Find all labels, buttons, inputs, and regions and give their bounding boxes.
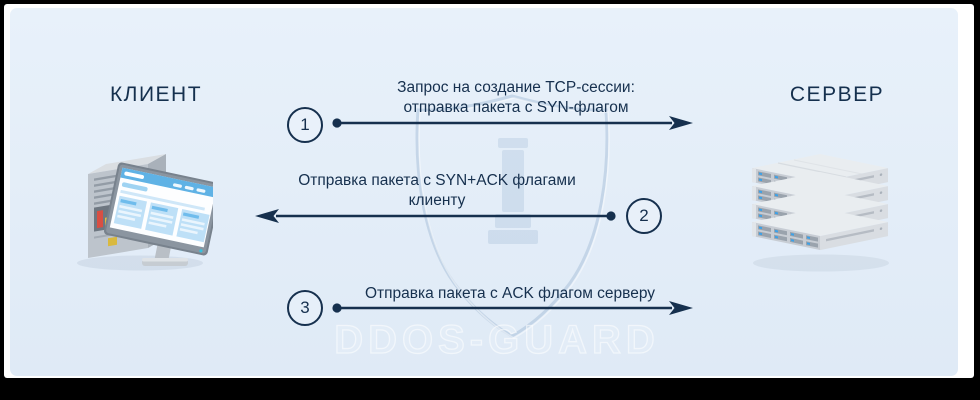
step-3-arrow-right-icon <box>320 299 696 317</box>
step-1-line-1: Запрос на создание TCP-сессии: <box>397 79 635 96</box>
step-1-badge <box>287 107 323 143</box>
step-2-line-1: Отправка пакета с SYN+ACK флагами <box>298 172 576 189</box>
step-2-badge <box>626 198 662 234</box>
step-3-badge <box>287 290 323 326</box>
step-1-line-2: отправка пакета с SYN-флагом <box>403 98 629 116</box>
watermark-text: DDOS-GUARD <box>334 318 660 362</box>
step-2-line-2: клиенту <box>408 191 466 209</box>
server-units <box>752 154 888 250</box>
step-3-line-1: Отправка пакета с ACK флагом серверу <box>364 285 656 302</box>
step-2-text <box>262 171 612 210</box>
step-1-arrow-right-icon <box>320 114 696 132</box>
tower-power-button <box>108 237 117 247</box>
server-shadow <box>753 255 889 272</box>
server-rack-illustration <box>748 152 898 274</box>
bottom-black-bar <box>0 378 980 400</box>
diagram-panel <box>10 8 958 376</box>
step-2-number: 2 <box>639 206 649 225</box>
client-computer-illustration <box>68 146 213 271</box>
step-1-text <box>341 78 691 117</box>
client-label: КЛИЕНТ <box>109 83 203 106</box>
step-1-number: 1 <box>300 115 310 134</box>
step-3-number: 3 <box>300 298 310 317</box>
step-2-arrow-left-icon <box>250 207 618 225</box>
server-label: СЕРВЕР <box>789 83 885 106</box>
